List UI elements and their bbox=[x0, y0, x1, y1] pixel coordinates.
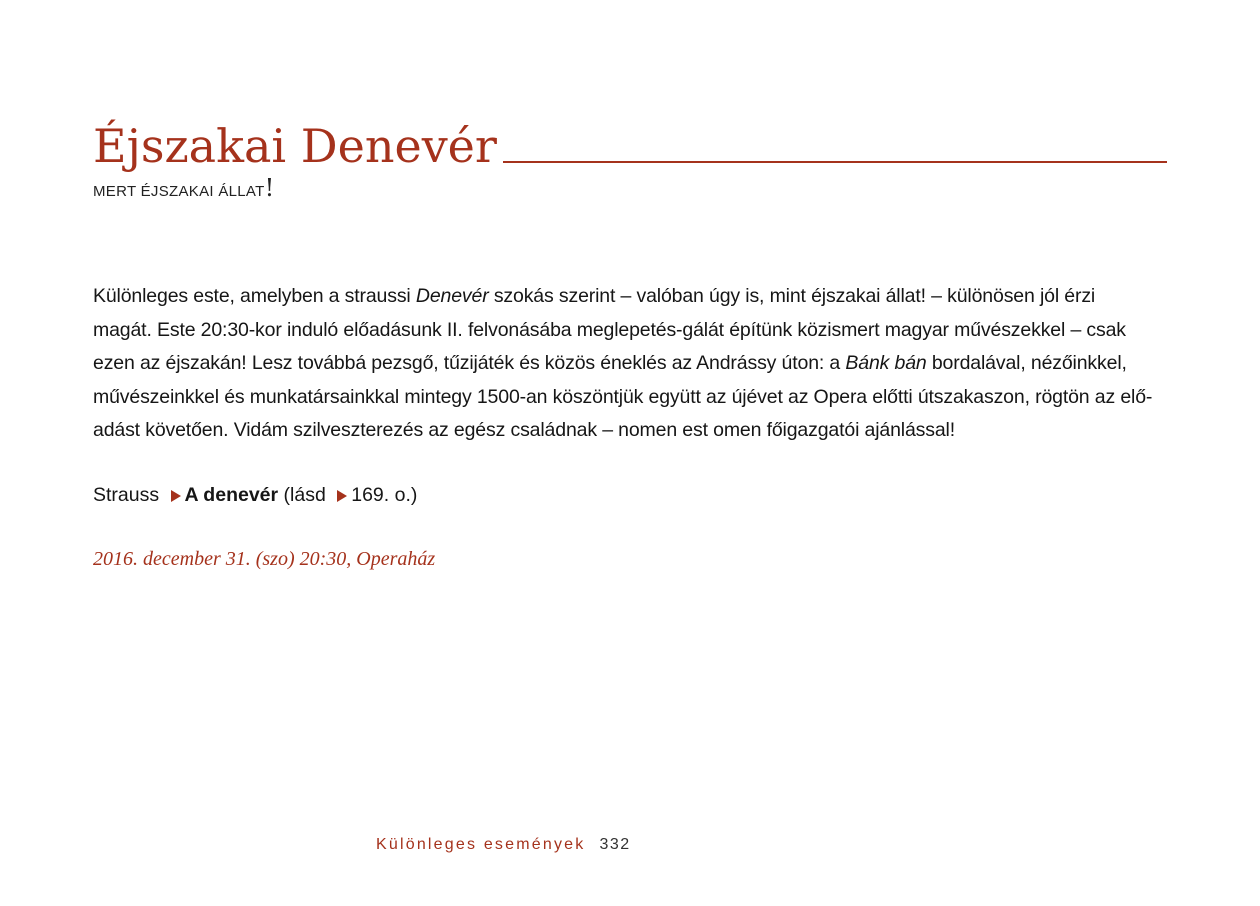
italic-title: Denevér bbox=[415, 285, 489, 307]
subtitle-text: MERT ÉJSZAKAI ÁLLAT bbox=[93, 183, 265, 200]
page-footer bbox=[376, 836, 631, 854]
description-line bbox=[93, 314, 1167, 348]
page-number: 332 bbox=[599, 836, 631, 853]
text-segment: magát. Este 20:30-kor induló előadásunk II. felvonásába meglepetés-gálát építünk közismert magyar művészekkel – csak bbox=[93, 318, 1126, 341]
italic-title: Bánk bán bbox=[845, 352, 927, 374]
arrow-right-icon bbox=[337, 490, 347, 502]
text-segment: szokás szerint – valóban úgy is, mint éjszakai állat! – különösen jól érzi bbox=[488, 285, 1096, 307]
description-line bbox=[93, 280, 1167, 314]
arrow-right-icon bbox=[171, 490, 181, 502]
event-date: 2016. december 31. (szo) 20:30, Operaház bbox=[93, 548, 436, 570]
description bbox=[93, 280, 1167, 448]
description-line bbox=[93, 381, 1167, 415]
text-segment: adást követően. Vidám szilveszterezés az egész családnak – nomen est omen főigazgatói ajánlással! bbox=[93, 419, 956, 441]
footer-section-title: Különleges események bbox=[376, 836, 586, 853]
text-segment: ezen az éjszakán! Lesz továbbá pezsgő, tűzijáték és közös éneklés az Andrássy úton: a bbox=[93, 352, 846, 374]
subtitle-exclamation: ! bbox=[264, 174, 275, 202]
description-line bbox=[93, 414, 1167, 448]
work-link[interactable]: A denevér bbox=[184, 484, 279, 506]
subtitle bbox=[93, 174, 275, 202]
text-segment: Különleges este, amelyben a straussi bbox=[93, 285, 416, 307]
description-line bbox=[93, 347, 1167, 381]
text-segment: művészeinkkel és munkatársainkkal mintegy 1500-an köszöntjük együtt az újévet az Opera előtti útszakaszon, rögtön az elő- bbox=[93, 385, 1153, 408]
text-segment: bordalával, nézőinkkel, bbox=[926, 352, 1127, 374]
page-title: Éjszakai Denevér bbox=[93, 119, 497, 173]
page-reference[interactable]: 169. o.) bbox=[351, 484, 418, 506]
work-reference bbox=[93, 479, 417, 512]
title-row bbox=[93, 118, 1167, 174]
see-prefix: (lásd bbox=[283, 484, 326, 506]
description-paragraph bbox=[93, 280, 1167, 448]
title-underline bbox=[503, 161, 1167, 163]
composer-name: Strauss bbox=[93, 484, 160, 506]
